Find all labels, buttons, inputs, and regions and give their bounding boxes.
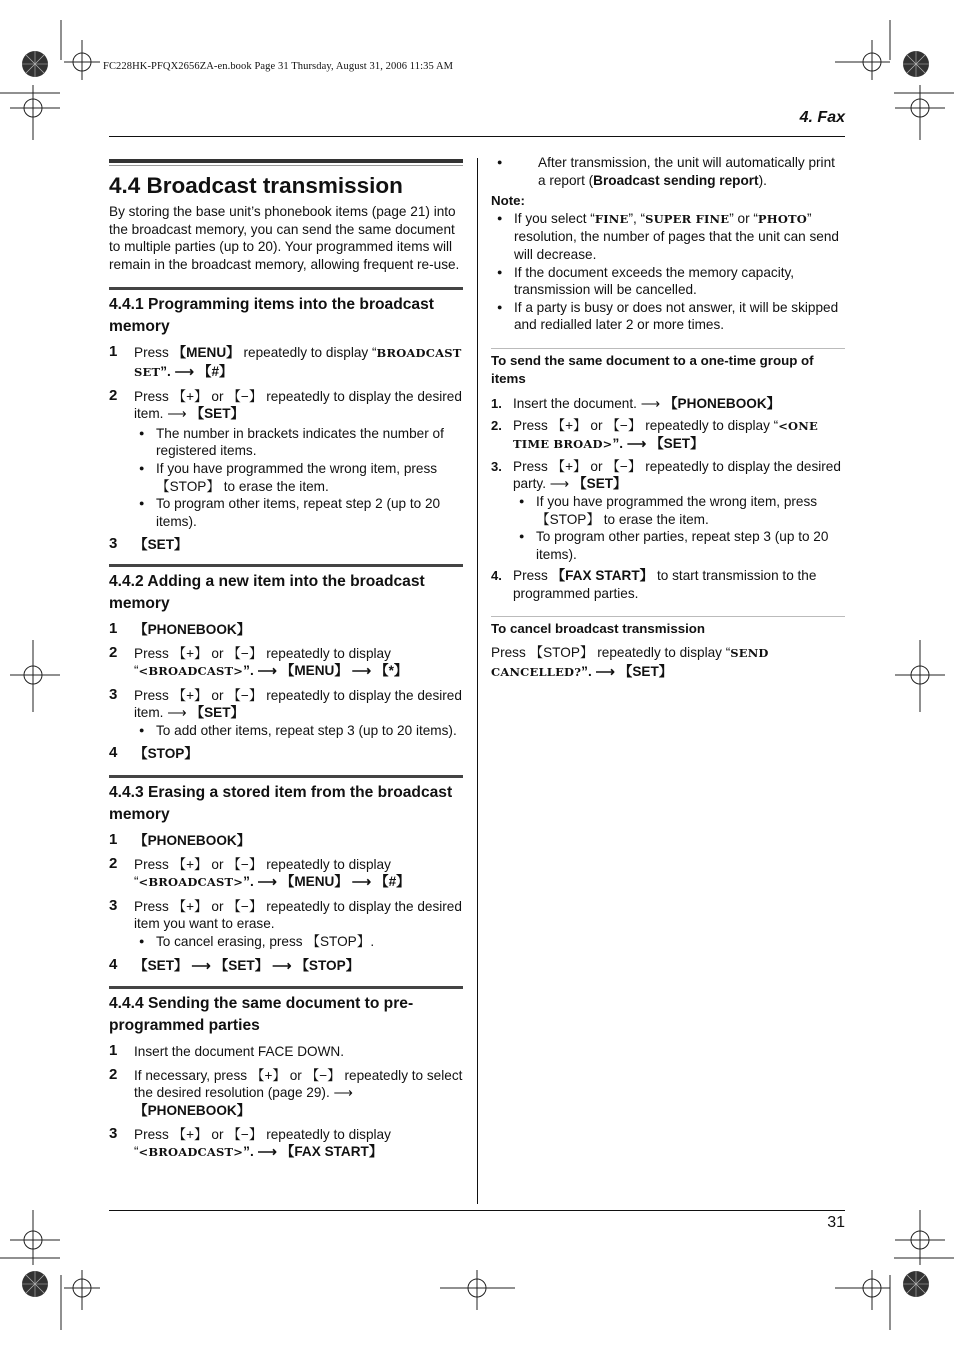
step-2: 2 Press 【+】 or 【−】 repeatedly to display “<BROADCAST>”. ⟶ 【MENU】 ⟶ 【#】 (109, 854, 410, 890)
right-column (491, 154, 845, 681)
step-3: 3. Press 【+】 or 【−】 repeatedly to display the desired party. ⟶ 【SET】 (491, 458, 841, 492)
page-number: 31 (827, 1214, 845, 1231)
note-bullet: ● If the document exceeds the memory capacity, transmission will be cancelled. (491, 264, 845, 299)
step-2: 2 Press 【+】 or 【−】 repeatedly to display “<BROADCAST>”. ⟶ 【MENU】 ⟶ 【*】 (109, 643, 408, 679)
step-4: 4 【STOP】 (109, 744, 198, 762)
section-heading-4-4-1: 4.4.1 Programming items into the broadcast memory (109, 296, 434, 336)
note-label: Note: (491, 193, 525, 209)
intro-text: By storing the base unit’s phonebook items (page 21) into the broadcast memory, you can send the same document to multiple parties (up to 20). Your programmed items will remain in the broadcast memory, allowing frequent re-use. (109, 204, 460, 272)
page-title: 4.4 Broadcast transmission (109, 173, 403, 198)
chapter-title: 4. Fax (799, 109, 845, 126)
step-1: 1 【PHONEBOOK】 (109, 831, 251, 849)
step-3: 3 Press 【+】 or 【−】 repeatedly to display the desired item. ⟶ 【SET】 (109, 685, 462, 721)
left-column (109, 159, 463, 1162)
section-rule (109, 775, 463, 778)
step-1: 1 【PHONEBOOK】 (109, 619, 251, 637)
section-rule (109, 287, 463, 290)
section-heading-4-4-4: 4.4.4 Sending the same document to pre-programmed parties (109, 995, 414, 1035)
step-3: 3 Press 【+】 or 【−】 repeatedly to display “<BROADCAST>”. ⟶ 【FAX START】 (109, 1124, 391, 1160)
cancel-text: Press 【STOP】 repeatedly to display “SEND CANCELLED?”. ⟶ 【SET】 (491, 645, 769, 679)
step-3: 3 Press 【+】 or 【−】 repeatedly to display the desired item you want to erase. (109, 896, 462, 932)
step-2: 2. Press 【+】 or 【−】 repeatedly to display “<ONE TIME BROAD>”. ⟶ 【SET】 (491, 417, 818, 452)
section-divider (491, 348, 845, 349)
header-rule (109, 136, 845, 137)
section-rule (109, 564, 463, 567)
title-rule (109, 159, 463, 163)
bullet: ● After transmission, the unit will automatically print a report (Broadcast sending report). (491, 154, 845, 189)
section-heading-4-4-3: 4.4.3 Erasing a stored item from the broadcast memory (109, 784, 453, 824)
bullet: ● To cancel erasing, press 【STOP】. (133, 933, 463, 951)
bullet: ● To add other items, repeat step 3 (up to 20 items). (133, 722, 463, 740)
section-rule (109, 986, 463, 989)
note-bullet: ● If you select “FINE”, “SUPER FINE” or “PHOTO” resolution, the number of pages that the unit can send will decrease. (491, 210, 845, 264)
step-4: 4 【SET】 ⟶ 【SET】 ⟶ 【STOP】 (109, 955, 360, 973)
step-2: 2 Press 【+】 or 【−】 repeatedly to display the desired item. ⟶ 【SET】 (109, 386, 462, 422)
footer-rule (109, 1210, 845, 1211)
column-divider (477, 158, 478, 1204)
note-bullet: ● If a party is busy or does not answer, it will be skipped and redialled later 2 or more times. (491, 299, 845, 334)
step-1: 1 Insert the document FACE DOWN. (109, 1042, 345, 1060)
onetime-heading: To send the same document to a one-time group of items (491, 352, 814, 387)
step-2: 2 If necessary, press 【+】 or 【−】 repeatedly to select the desired resolution (page 29). ⟶ 【PHONEBOOK】 (109, 1065, 463, 1118)
bullet: ● To program other items, repeat step 2 (up to 20 items). (133, 495, 463, 530)
section-heading-4-4-2: 4.4.2 Adding a new item into the broadcast memory (109, 572, 425, 612)
step-3: 3 【SET】 (109, 535, 188, 553)
step-1: 1. Insert the document. ⟶ 【PHONEBOOK】 (491, 395, 781, 411)
bullet: ● The number in brackets indicates the number of registered items. (133, 425, 463, 460)
bullet: ● If you have programmed the wrong item, press 【STOP】 to erase the item. (133, 460, 463, 495)
step-4: 4. Press 【FAX START】 to start transmission to the programmed parties. (491, 568, 817, 601)
file-info: FC228HK-PFQX2656ZA-en.book Page 31 Thursday, August 31, 2006 11:35 AM (103, 61, 454, 72)
cancel-heading: To cancel broadcast transmission (491, 621, 706, 637)
bullet: ● If you have programmed the wrong item, press 【STOP】 to erase the item. (513, 493, 845, 528)
section-divider (491, 616, 845, 617)
step-1: 1 Press 【MENU】 repeatedly to display “BROADCAST SET”. ⟶ 【#】 (109, 343, 462, 379)
bullet: ● To program other parties, repeat step 3 (up to 20 items). (513, 528, 845, 563)
